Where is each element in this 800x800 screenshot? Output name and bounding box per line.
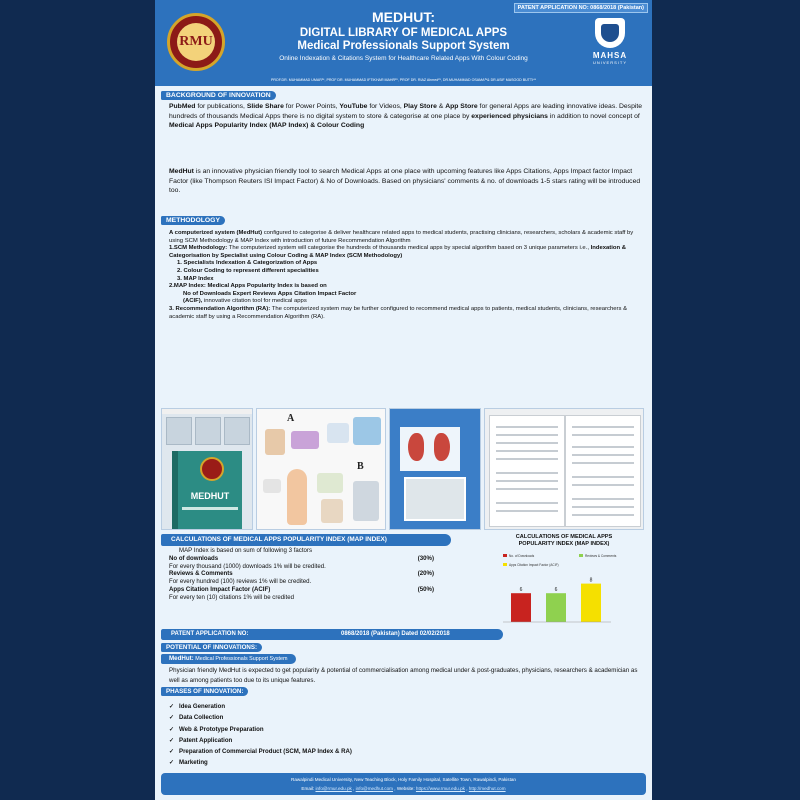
legend-label: Apps Citation Impact Factor (ACIF) [509, 563, 559, 567]
website-link[interactable]: https://www.rmur.edu.pk [415, 786, 465, 791]
poster-subtitle-2: Medical Professionals Support System [297, 40, 510, 52]
poster-title: MEDHUT: [372, 9, 435, 25]
chart-title: CALCULATIONS OF MEDICAL APPS [515, 534, 613, 540]
methodology-heading: METHODOLOGY [161, 216, 225, 225]
poster-subtitle: DIGITAL LIBRARY OF MEDICAL APPS [299, 27, 508, 39]
medhut-tag: MedHut: Medical Professionals Support System [161, 654, 296, 664]
text-run: for publications, [195, 103, 247, 110]
background-heading: BACKGROUND OF INNOVATION [161, 91, 276, 100]
bar-value-label: 6 [519, 587, 523, 594]
footer [161, 773, 646, 795]
book-title: MEDHUT [190, 491, 230, 501]
chart-bar [546, 593, 566, 622]
text-run: PubMed [169, 103, 196, 110]
text-run: for general Apps are leading innovative ideas. Despite hundreds of thousands Medical Apps there is no digital system to store & categorise at one place by [169, 103, 643, 120]
chart-bar [511, 593, 531, 622]
phases-list [169, 701, 352, 769]
legend-label: Reviews & Comments [585, 554, 617, 558]
website-link[interactable]: http://medhut.com [468, 786, 506, 791]
mahsa-logo [582, 18, 638, 74]
kidney-icon [408, 433, 424, 461]
text-run: is an innovative physician friendly tool to search Medical Apps at one place with upcoming features like Apps Citations, Apps Impact factor Impact Factor (like Thompson Reuters ISI Impact Factor) & No of Downloads. Based on physicians' comments & no. of downloads 1-5 stars rating will be introduced too. [169, 168, 641, 195]
factor-row: Reviews & Comments (20%) [169, 570, 434, 578]
map-index-line-2: No of Downloads Expert Reviews Apps Citation Impact Factor [183, 290, 357, 297]
scm-item: 2. Colour Coding to represent different specialities [177, 267, 319, 274]
text-run: experienced physicians [471, 112, 548, 120]
calculations-text [169, 547, 459, 602]
title-block [235, 9, 572, 62]
scm-item: 1. Specialists Indexation & Categorization of Apps [177, 260, 318, 267]
patent-value: 0868/2018 (Pakistan) Dated 02/02/2018 [341, 631, 450, 637]
email-link[interactable]: info@rmur.edu.pk [315, 786, 352, 791]
methodology-intro: A computerized system (MedHut) configured to categorise & deliver healthcare related apps to medical students, practising clinicians, researchers, scholars & academic staff by using SCM Methodology & MAP Index with introduction of future Recommendation Algorithm [169, 230, 634, 244]
text-run: MedHut [169, 168, 194, 175]
check-icon: ✓ [169, 725, 175, 733]
rmu-logo-text: RMU [177, 23, 215, 61]
scm-item: 3. MAP Index [177, 275, 214, 282]
check-icon: ✓ [169, 748, 175, 756]
phase-item: ✓ Data Collection [169, 712, 352, 723]
bar-value-label: 6 [554, 587, 558, 594]
hospital-building-image [404, 477, 466, 521]
map-index-line-3: (ACIF), innovative citation tool for medical apps [183, 298, 307, 305]
phase-item: ✓ Idea Generation [169, 701, 352, 712]
patent-label: PATENT APPLICATION NO: [171, 631, 249, 637]
document-pages-image [484, 408, 644, 530]
map-index-chart [481, 530, 647, 626]
kidney-app-image [389, 408, 481, 530]
potential-heading: POTENTIAL OF INNOVATIONS: [161, 643, 262, 652]
check-icon: ✓ [169, 736, 175, 744]
scm-methodology: 1.SCM Methodology: The computerized system will categorise the hundreds of thousands medical apps by special algorithm based on 3 unique parameters i.e., Indexation & Categorisation by Specialist using Colour Coding & MAP Index (SCM Methodology) [169, 245, 626, 259]
factor-row: No of downloads (30%) [169, 554, 434, 562]
background-paragraph-1 [169, 102, 644, 131]
check-icon: ✓ [169, 703, 175, 710]
footer-contact: Email: info@rmur.edu.pk , info@medhut.com , Website: https://www.rmur.edu.pk , http://medhut.com [301, 786, 506, 791]
text-run: for Power Points, [283, 103, 340, 110]
factor-row: Apps Citation Impact Factor (ACIF) (50%) [169, 585, 434, 593]
patent-bar [161, 629, 503, 640]
poster-tagline: Online Indexation & Citations System for Healthcare Related Apps With Colour Coding [279, 55, 528, 62]
chart-title-line-2: POPULARITY INDEX (MAP INDEX) [518, 541, 610, 547]
factor-desc: For every thousand (1000) downloads 1% will be credited. [169, 562, 326, 570]
calculations-intro: MAP Index is based on sum of following 3 factors [179, 547, 313, 554]
phases-heading: PHASES OF INNOVATION: [161, 687, 248, 696]
map-index-line: 2.MAP Index: Medical Apps Popularity Index is based on [169, 283, 327, 290]
mahsa-crest-icon [595, 18, 625, 48]
phase-item: ✓ Patent Application [169, 735, 352, 746]
author-list: PROF.DR. MUHAMMAD UMAR¹*, PROF DR. MUHAMMAD IFTIKHAR MAHR²*, PROF DR. RIAZ Ahmed²*, DR.MUHAMMAD OSAMA³*& DR.ASIF MASOOD BUTTI⁴* [270, 78, 537, 82]
text-run: App Store [445, 103, 478, 110]
methodology-text [169, 230, 644, 321]
text-run: YouTube [339, 103, 368, 110]
chart-bar [581, 584, 601, 622]
bar-value-label: 8 [589, 577, 593, 584]
text-run: Play Store [403, 103, 437, 110]
apps-diagram-image [256, 408, 386, 530]
recommendation-algorithm: 3. Recommendation Algorithm (RA): The computerized system may be further configured to recommend medical apps to patients, medical students, clinicians, researchers & academic staff by using a Recommendation Algorithm (RA). [169, 305, 628, 320]
mahsa-logo-text: MAHSA [592, 51, 628, 60]
check-icon: ✓ [169, 714, 175, 722]
book-logo-icon [200, 457, 224, 481]
rmu-logo [167, 13, 225, 71]
background-paragraph-2 [169, 167, 644, 196]
email-link[interactable]: info@medhut.com [355, 786, 393, 791]
header [155, 0, 652, 86]
legend-label: No. of Downloads [509, 554, 535, 558]
footer-address: Rawalpindi Medical University, New Teaching Block, Holy Family Hospital, Satellite Town, Rawalpindi, Pakistan [291, 777, 516, 782]
patent-badge: PATENT APPLICATION NO: 0868/2018 (Pakistan) [514, 3, 648, 13]
potential-text: Physician friendly MedHut is expected to get popularity & potential of commercialisation among medical under & post-graduates, physicians, researchers & academician as well as among patients too due to its unique features. [169, 667, 638, 684]
text-run: in addition to novel concept of [547, 112, 640, 120]
text-run: Medical Apps Popularity Index (MAP Index) & Colour Coding [169, 122, 365, 130]
phase-item: ✓ Preparation of Commercial Product (SCM, MAP Index & RA) [169, 746, 352, 757]
phase-item: ✓ Marketing [169, 757, 352, 768]
text-run: & [436, 103, 446, 110]
legend-swatch [503, 563, 507, 566]
check-icon: ✓ [169, 759, 175, 767]
phase-item: ✓ Web & Prototype Preparation [169, 724, 352, 735]
book-cover [172, 451, 242, 529]
calculations-heading: CALCULATIONS OF MEDICAL APPS POPULARITY INDEX (MAP INDEX) [161, 534, 451, 546]
text-run: Slide Share [246, 103, 284, 110]
text-run: for Videos, [367, 103, 404, 110]
diagram-label-b: B [357, 461, 364, 472]
factor-desc: For every hundred (100) reviews 1% will be credited. [169, 578, 312, 586]
mahsa-logo-subtext: UNIVERSITY [592, 60, 627, 65]
factor-desc: For every ten (10) citations 1% will be credited [169, 593, 294, 601]
medhut-book-image [161, 408, 253, 530]
legend-swatch [503, 554, 507, 557]
kidney-icon [434, 433, 450, 461]
diagram-label-a: A [287, 413, 295, 424]
legend-swatch [579, 554, 583, 557]
poster [155, 0, 652, 800]
map-index-chart-svg [481, 530, 647, 626]
